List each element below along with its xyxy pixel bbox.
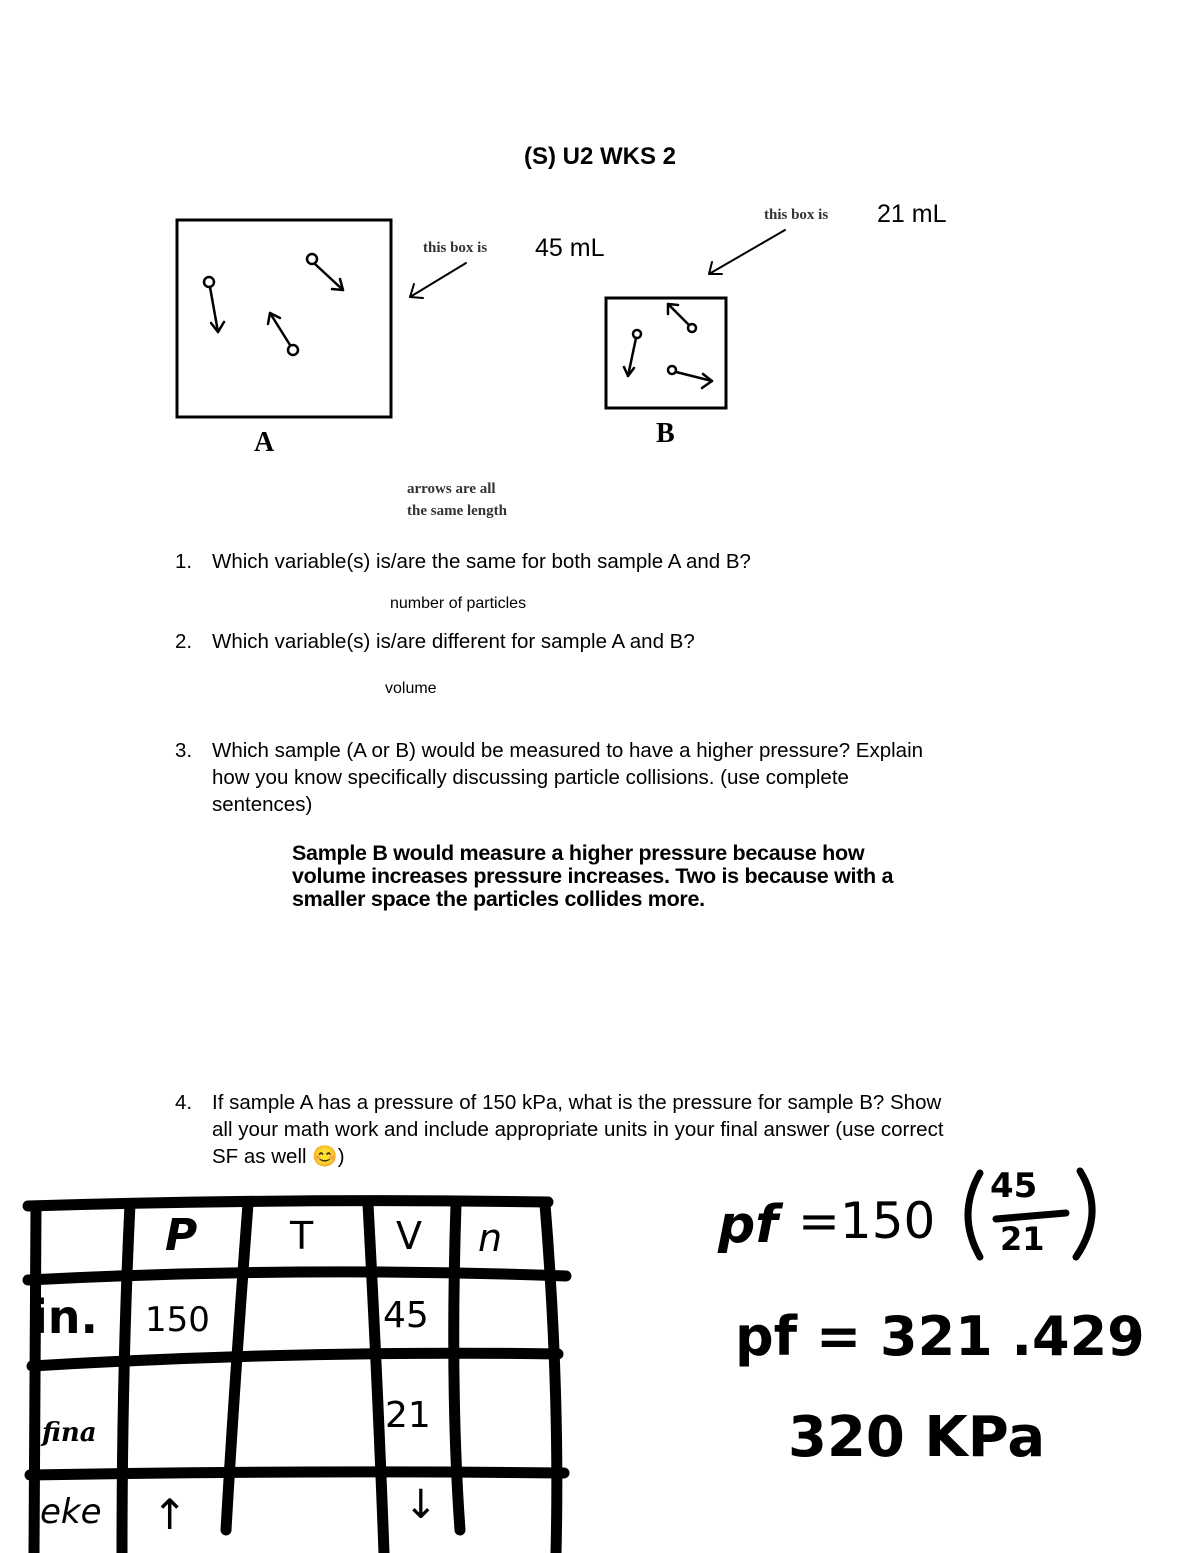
question-line: [212, 1143, 944, 1170]
question-number: 4.: [175, 1091, 193, 1114]
table-cell: 21: [385, 1395, 431, 1436]
question-line: how you know specifically discussing particle collisions. (use complete: [212, 766, 849, 789]
table-cell: ↑: [152, 1490, 188, 1539]
question-text: Which variable(s) is/are the same for both sample A and B?: [212, 550, 751, 573]
arrows-note-line2: the same length: [407, 503, 507, 519]
particles-box-b: [624, 304, 712, 388]
particle-diagram: [0, 0, 1200, 530]
question-2: [175, 628, 1075, 656]
box-a-label: A: [254, 427, 275, 458]
answer-line: smaller space the particles collides more.: [292, 887, 705, 911]
question-line: all your math work and include appropriate units in your final answer (use correct: [212, 1118, 944, 1141]
fraction-numerator: 45: [990, 1166, 1038, 1206]
arrows-note: [407, 478, 507, 522]
volume-b-label: 21 mL: [877, 200, 947, 228]
box-b: [606, 298, 726, 408]
table-row-label: eke: [40, 1492, 102, 1532]
work-pf-label: pf: [718, 1195, 778, 1255]
table-header-v: V: [396, 1214, 422, 1258]
answer-line: volume increases pressure increases. Two is because with a: [292, 864, 894, 888]
question-text: [212, 1089, 944, 1170]
table-header-n: n: [478, 1216, 503, 1260]
box-a: [177, 220, 391, 417]
question-number: 3.: [175, 739, 193, 762]
question-3: [175, 737, 1075, 821]
question-number: 2.: [175, 630, 193, 653]
volume-a-label: 45 mL: [535, 234, 605, 262]
page-title: (S) U2 WKS 2: [523, 143, 676, 170]
work-line-3: 320 KPa: [788, 1405, 1046, 1470]
question-line: Which sample (A or B) would be measured to have a higher pressure? Explain: [212, 739, 924, 762]
note-box-a: this box is: [423, 240, 488, 256]
table-header-p: P: [165, 1210, 198, 1261]
note-box-b: this box is: [764, 207, 829, 223]
question-1: [175, 548, 1075, 576]
question-line-text: ): [337, 1145, 345, 1168]
work-eq-150: =150: [798, 1192, 936, 1250]
answer-line: Sample B would measure a higher pressure because how: [292, 841, 865, 865]
fraction-denominator: 21: [1000, 1220, 1045, 1258]
question-number: 1.: [175, 550, 193, 573]
smiley-emoji-icon: 😊: [312, 1145, 338, 1168]
particles-box-a: [204, 254, 343, 355]
work-line-2: pf = 321 .429: [735, 1305, 1145, 1368]
table-cell: ↓: [404, 1482, 438, 1528]
question-line: sentences): [212, 793, 313, 816]
question-4: [175, 1089, 1075, 1173]
question-text: Which variable(s) is/are different for sample A and B?: [212, 630, 695, 653]
box-b-label: B: [656, 418, 675, 449]
table-cell: 150: [145, 1300, 210, 1340]
table-cell: 45: [383, 1295, 429, 1336]
table-header-t: T: [290, 1214, 314, 1258]
arrows-note-line1: arrows are all: [407, 481, 496, 497]
table-row-label: in.: [32, 1290, 98, 1344]
question-line: If sample A has a pressure of 150 kPa, what is the pressure for sample B? Show: [212, 1091, 942, 1114]
answer-2: volume: [385, 680, 437, 697]
question-line-text: SF as well: [212, 1145, 307, 1168]
table-row-label: fina: [42, 1418, 97, 1448]
answer-1: number of particles: [390, 595, 527, 612]
answer-3: [292, 842, 893, 911]
question-text: [212, 737, 923, 818]
